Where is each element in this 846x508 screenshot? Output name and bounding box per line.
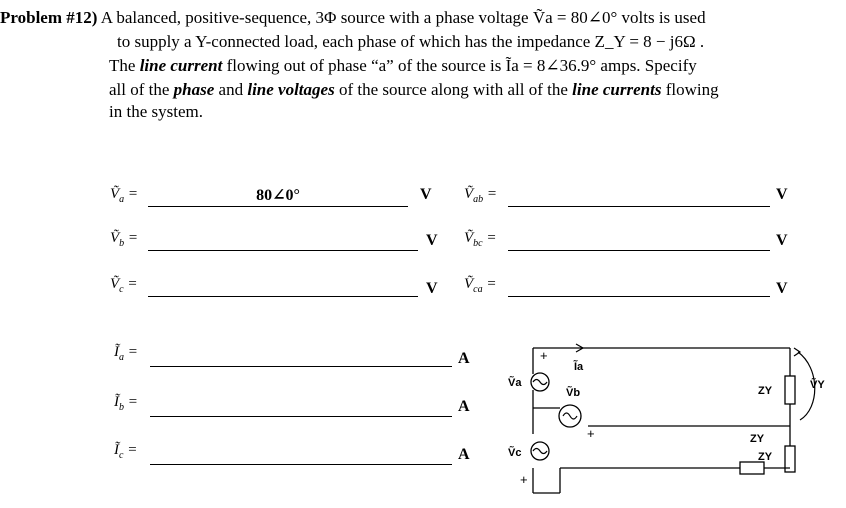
vc-plus-sign: + <box>520 472 528 487</box>
vy-label: ṼY <box>810 379 825 391</box>
va-answer-field[interactable] <box>148 188 408 207</box>
vab-unit: V <box>776 186 788 203</box>
ic-unit: A <box>458 446 470 463</box>
line4-post: flowing <box>661 80 719 99</box>
vb-source-label: Ṽb <box>566 387 581 399</box>
ic-answer-field[interactable] <box>150 446 452 465</box>
vc-label: $Ṽ_c$ = <box>110 276 138 295</box>
vca-unit: V <box>776 280 788 297</box>
va-unit: V <box>420 186 432 203</box>
vy-arrow-icon <box>794 348 800 356</box>
statement-line-1 <box>0 6 840 30</box>
va-source-label: Ṽa <box>508 377 522 389</box>
vca-label: $Ṽ_{ca}$ = <box>464 276 497 295</box>
statement-line-4 <box>0 78 840 102</box>
vc-source-label: Ṽc <box>508 447 522 459</box>
ib-answer-field[interactable] <box>150 398 452 417</box>
ia-label: $Ĩ_a$ = <box>114 344 138 363</box>
line4-bold-3: line currents <box>572 80 662 99</box>
line3-pre: The <box>109 56 140 75</box>
problem-statement <box>0 6 840 122</box>
vb-answer-field[interactable] <box>148 232 418 251</box>
line4-mid: and <box>214 80 248 99</box>
vb-unit: V <box>426 232 438 249</box>
load-z-c-horizontal <box>740 462 764 474</box>
zy-label-3: ZY <box>758 451 773 463</box>
problem-label: Problem #12) <box>0 8 98 27</box>
line4-bold-1: phase <box>173 80 215 99</box>
line3-bold: line current <box>139 56 223 75</box>
statement-line-5: in the system. <box>109 102 203 121</box>
line4-pre: all of the <box>109 80 174 99</box>
ia-arrow-label: Ĩa <box>574 361 584 373</box>
vab-label: $Ṽ_{ab}$ = <box>464 186 498 205</box>
vbc-unit: V <box>776 232 788 249</box>
ic-label: $Ĩ_c$ = <box>114 442 138 461</box>
statement-line-3 <box>0 54 840 78</box>
vc-unit: V <box>426 280 438 297</box>
circuit-diagram <box>490 338 846 503</box>
ia-answer-field[interactable] <box>150 348 452 367</box>
line3-post: flowing out of phase “a” of the source is Ĩa = 8∠36.9° amps. Specify <box>222 56 697 75</box>
zy-label-1: ZY <box>758 385 773 397</box>
statement-line-2: to supply a Y-connected load, each phase of which has the impedance Z_Y = 8 − j6Ω . <box>117 32 705 51</box>
va-label: $Ṽ_a$ = <box>110 186 139 205</box>
va-plus-sign: + <box>540 348 548 363</box>
ia-unit: A <box>458 350 470 367</box>
vb-plus-sign: + <box>587 426 595 441</box>
zy-label-2: ZY <box>750 433 765 445</box>
statement-line-1-text: A balanced, positive-sequence, 3Φ source with a phase voltage Ṽa = 80∠0° volts is used <box>100 8 706 27</box>
vca-answer-field[interactable] <box>508 278 770 297</box>
vbc-label: $Ṽ_{bc}$ = <box>464 230 497 249</box>
vb-label: $Ṽ_b$ = <box>110 230 139 249</box>
ib-unit: A <box>458 398 470 415</box>
vab-answer-field[interactable] <box>508 188 770 207</box>
vbc-answer-field[interactable] <box>508 232 770 251</box>
ib-label: $Ĩ_b$ = <box>114 394 138 413</box>
va-value: 80∠0° <box>256 187 300 204</box>
line4-mid-2: of the source along with all of the <box>334 80 573 99</box>
vc-answer-field[interactable] <box>148 278 418 297</box>
line4-bold-2: line voltages <box>247 80 335 99</box>
load-z-a <box>785 376 795 404</box>
